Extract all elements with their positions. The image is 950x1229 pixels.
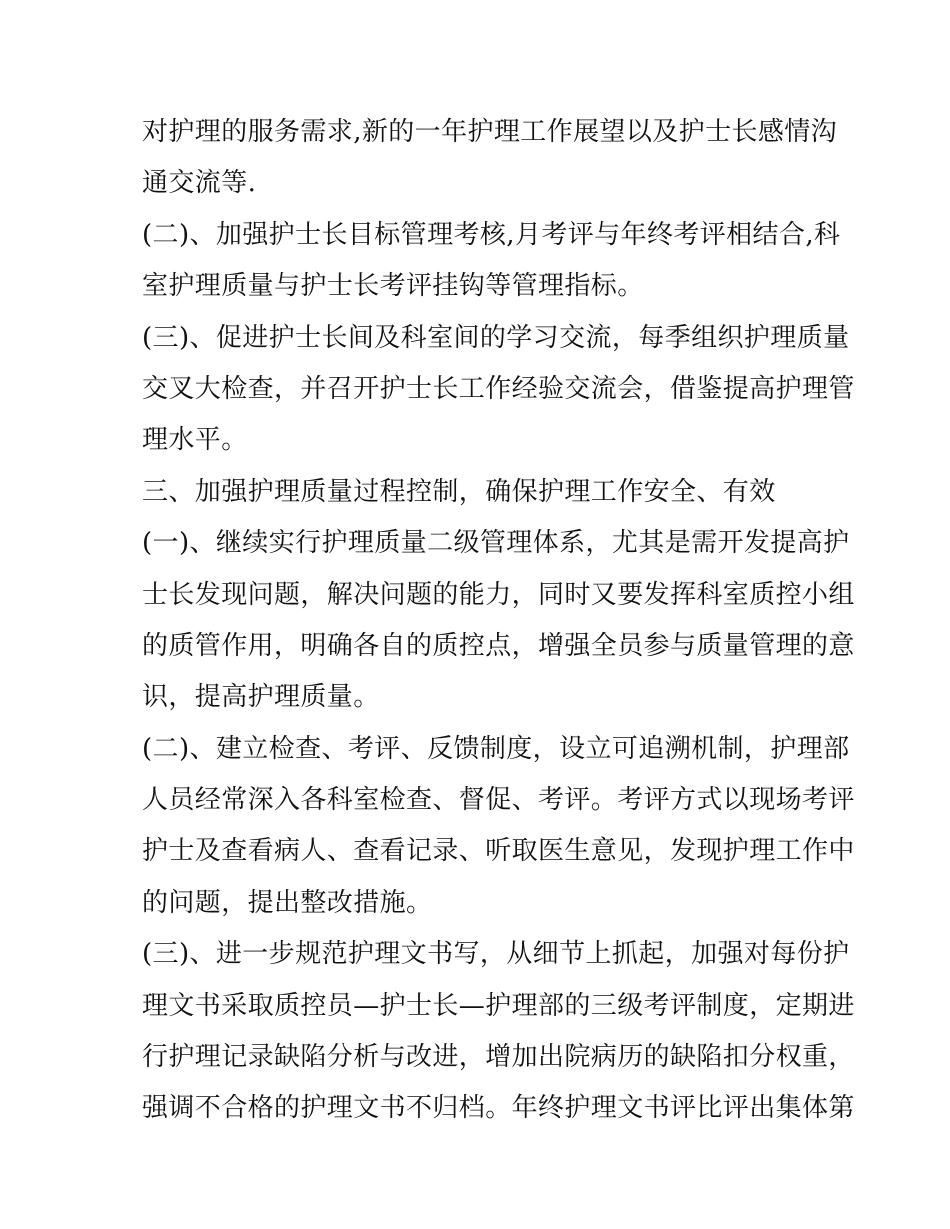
text-line: 交叉大检查，并召开护士长工作经验交流会，借鉴提高护理管 <box>142 373 855 404</box>
document-body <box>142 107 855 1135</box>
text-line: 士长发现问题，解决问题的能力，同时又要发挥科室质控小组 <box>142 579 855 610</box>
text-line: 人员经常深入各科室检查、督促、考评。考评方式以现场考评 <box>142 785 855 816</box>
text-line: 对护理的服务需求,新的一年护理工作展望以及护士长感情沟 <box>142 117 838 147</box>
text-line: 通交流等. <box>142 168 257 199</box>
text-line: 室护理质量与护士长考评挂钩等管理指标。 <box>142 271 644 302</box>
text-line: (二)、加强护士长目标管理考核,月考评与年终考评相结合,科 <box>142 219 841 250</box>
section-heading: 三、加强护理质量过程控制，确保护理工作安全、有效 <box>142 476 776 507</box>
text-line: 的问题，提出整改措施。 <box>142 887 433 918</box>
text-line: 识，提高护理质量。 <box>142 682 380 713</box>
text-line: 理水平。 <box>142 425 248 456</box>
text-line: 理文书采取质控员—护士长—护理部的三级考评制度，定期进 <box>142 990 855 1021</box>
text-line: (三)、进一步规范护理文书写，从细节上抓起，加强对每份护 <box>142 939 850 970</box>
text-line: (二)、建立检查、考评、反馈制度，设立可追溯机制，护理部 <box>142 733 850 764</box>
text-line: 护士及查看病人、查看记录、听取医生意见，发现护理工作中 <box>142 836 855 867</box>
text-line: 的质管作用，明确各自的质控点，增强全员参与质量管理的意 <box>142 630 855 661</box>
text-line: (三)、促进护士长间及科室间的学习交流，每季组织护理质量 <box>142 322 850 353</box>
text-line: (一)、继续实行护理质量二级管理体系，尤其是需开发提高护 <box>142 528 850 559</box>
text-line: 强调不合格的护理文书不归档。年终护理文书评比评出集体第 <box>142 1093 855 1124</box>
text-line: 行护理记录缺陷分析与改进，增加出院病历的缺陷扣分权重， <box>142 1042 855 1073</box>
